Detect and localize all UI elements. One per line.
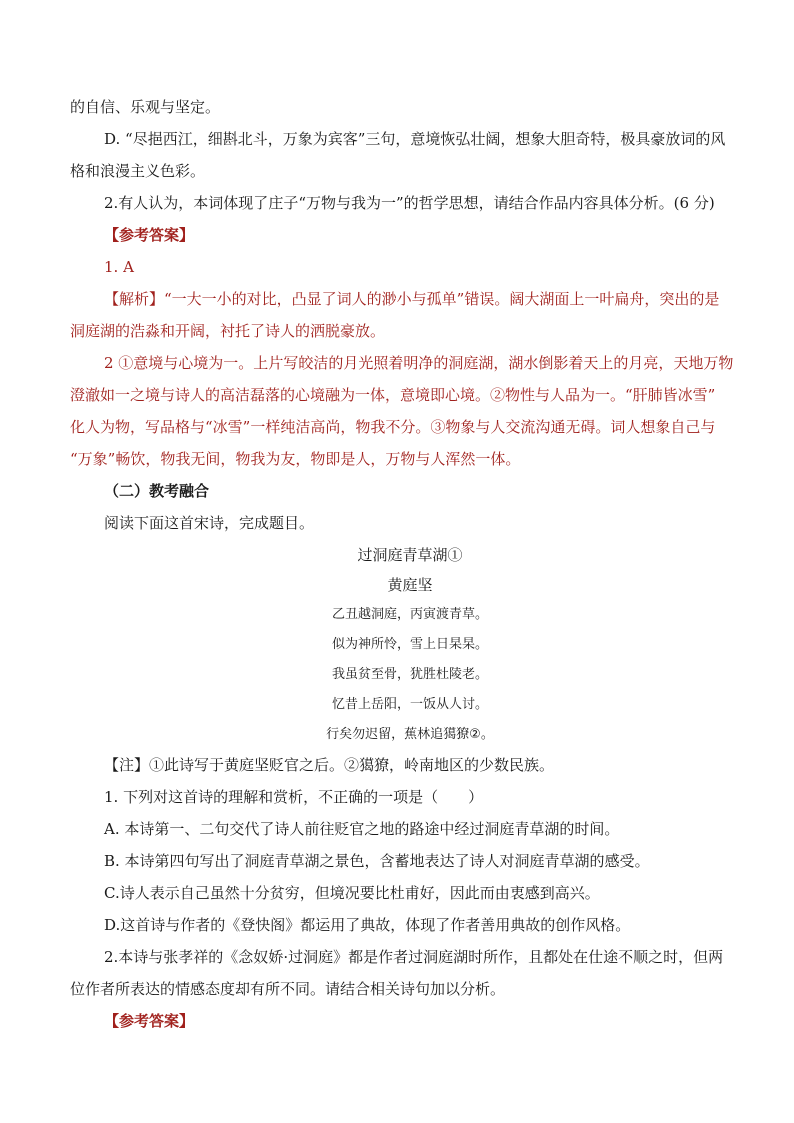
poem-line: 乙丑越洞庭，丙寅渡青草。 <box>331 607 488 622</box>
poem-line: 似为神所怜，雪上日杲杲。 <box>331 637 488 652</box>
section-heading: （二）教考融合 <box>104 482 210 500</box>
answer-2-line: 2 ①意境与心境为一。上片写皎洁的月光照着明净的洞庭湖，湖水倒影着天上的月亮，天地万物 <box>104 354 734 372</box>
paragraph-line: 格和浪漫主义色彩。 <box>70 162 206 180</box>
analysis-line: 洞庭湖的浩淼和开阔，衬托了诗人的洒脱豪放。 <box>70 322 386 340</box>
answer-heading: 【参考答案】 <box>104 1012 195 1030</box>
analysis-line: 【解析】“一大一小的对比，凸显了词人的渺小与孤单”错误。阔大湖面上一叶扁舟，突出的是 <box>104 290 720 308</box>
answer-heading: 【参考答案】 <box>104 226 195 244</box>
answer-2-line: “万象”畅饮，物我无间，物我为友，物即是人，万物与人浑然一体。 <box>70 450 521 468</box>
question-1-line: 1. 下列对这首诗的理解和赏析，不正确的一项是（ ） <box>104 788 484 806</box>
poem-line: 行矣勿迟留，蕉林追獦獠②。 <box>326 727 494 742</box>
paragraph-line: 的自信、乐观与坚定。 <box>70 98 221 116</box>
option-d-line: D.这首诗与作者的《登快阁》都运用了典故，体现了作者善用典故的创作风格。 <box>104 916 631 934</box>
answer-2-line: 澄澈如一之境与诗人的高洁磊落的心境融为一体，意境即心境。②物性与人品为一。“肝肺皆冰雪” <box>70 386 716 404</box>
option-d-line: D. “尽挹西江，细斟北斗，万象为宾客”三句，意境恢弘壮阔，想象大胆奇特，极具豪放词的风 <box>104 130 726 148</box>
instruction-line: 阅读下面这首宋诗，完成题目。 <box>104 514 315 532</box>
poem-author: 黄庭坚 <box>387 576 433 594</box>
option-c-line: C.诗人表示自己虽然十分贫穷，但境况要比杜甫好，因此而由衷感到高兴。 <box>104 884 600 902</box>
option-a-line: A. 本诗第一、二句交代了诗人前往贬官之地的路途中经过洞庭青草湖的时间。 <box>104 820 620 838</box>
note-line: 【注】①此诗写于黄庭坚贬官之后。②獦獠，岭南地区的少数民族。 <box>104 756 555 774</box>
poem-line: 忆昔上岳阳，一饭从人讨。 <box>331 697 488 712</box>
poem-line: 我虽贫至骨，犹胜杜陵老。 <box>331 667 488 682</box>
question-2-line: 位作者所表达的情感态度却有所不同。请结合相关诗句加以分析。 <box>70 980 506 998</box>
poem-title: 过洞庭青草湖① <box>357 546 463 564</box>
answer-2-line: 化人为物，写品格与“冰雪”一样纯洁高尚，物我不分。③物象与人交流沟通无碍。词人想象自己与 <box>70 418 716 436</box>
option-b-line: B. 本诗第四句写出了洞庭青草湖之景色，含蓄地表达了诗人对洞庭青草湖的感受。 <box>104 852 650 870</box>
question-2-line: 2.有人认为，本词体现了庄子“万物与我为一”的哲学思想，请结合作品内容具体分析。(6 分) <box>104 194 715 212</box>
question-2-line: 2.本诗与张孝祥的《念奴娇·过洞庭》都是作者过洞庭湖时所作，且都处在仕途不顺之时，但两 <box>104 948 724 966</box>
answer-1: 1. A <box>104 258 134 276</box>
